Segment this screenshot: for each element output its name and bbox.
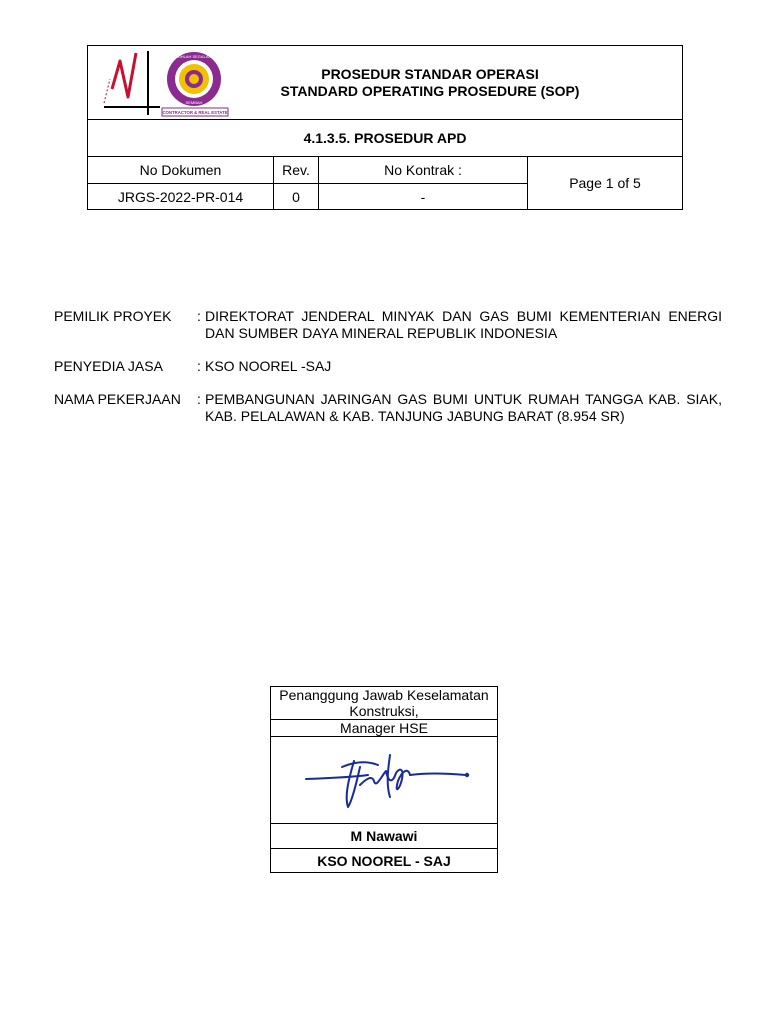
owner-row	[54, 308, 722, 342]
title-line-2: STANDARD OPERATING PROSEDURE (SOP)	[280, 82, 580, 99]
job-row	[54, 391, 722, 425]
rev-label: Rev.	[274, 157, 319, 184]
doc-number-value: JRGS-2022-PR-014	[88, 184, 274, 210]
signer-name: M Nawawi	[271, 824, 498, 849]
signer-role-line-1: Penanggung Jawab Keselamatan Konstruksi,	[271, 687, 498, 720]
title-cell	[88, 46, 683, 120]
provider-row	[54, 358, 722, 375]
owner-value: DIREKTORAT JENDERAL MINYAK DAN GAS BUMI KEMENTERIAN ENERGI DAN SUMBER DAYA MINERAL REPUBLIK INDONESIA	[205, 308, 722, 341]
handwritten-signature	[294, 745, 474, 815]
page-indicator: Page 1 of 5	[528, 157, 683, 210]
company-logo	[98, 49, 230, 117]
seal-bottom-text: SEMBAH	[185, 100, 203, 105]
sop-header-table	[87, 45, 683, 210]
procedure-title: 4.1.3.5. PROSEDUR APD	[88, 120, 683, 157]
seal-top-text: KASIHLAH SEGALANYA	[171, 54, 217, 59]
job-label: NAMA PEKERJAAN	[54, 391, 181, 407]
logo-banner-text: CONTRACTOR & REAL ESTATE	[162, 110, 228, 115]
job-value: PEMBANGUNAN JARINGAN GAS BUMI UNTUK RUMAH TANGGA KAB. SIAK, KAB. PELALAWAN & KAB. TANJUNG JABUNG BARAT (8.954 SR)	[205, 391, 722, 424]
signer-organization: KSO NOOREL - SAJ	[271, 849, 498, 873]
title-line-1: PROSEDUR STANDAR OPERASI	[321, 65, 539, 82]
signer-role-line-2: Manager HSE	[271, 720, 498, 737]
project-info	[54, 308, 722, 441]
doc-number-label: No Dokumen	[88, 157, 274, 184]
contract-value: -	[319, 184, 528, 210]
signature-box	[270, 686, 498, 873]
contract-label: No Kontrak :	[319, 157, 528, 184]
provider-label: PENYEDIA JASA	[54, 358, 163, 374]
owner-label: PEMILIK PROYEK	[54, 308, 172, 324]
provider-colon: :	[197, 358, 201, 374]
rev-value: 0	[274, 184, 319, 210]
provider-value: KSO NOOREL -SAJ	[205, 358, 332, 374]
owner-colon: :	[197, 308, 201, 324]
job-colon: :	[197, 391, 201, 407]
signature-area	[271, 737, 498, 824]
